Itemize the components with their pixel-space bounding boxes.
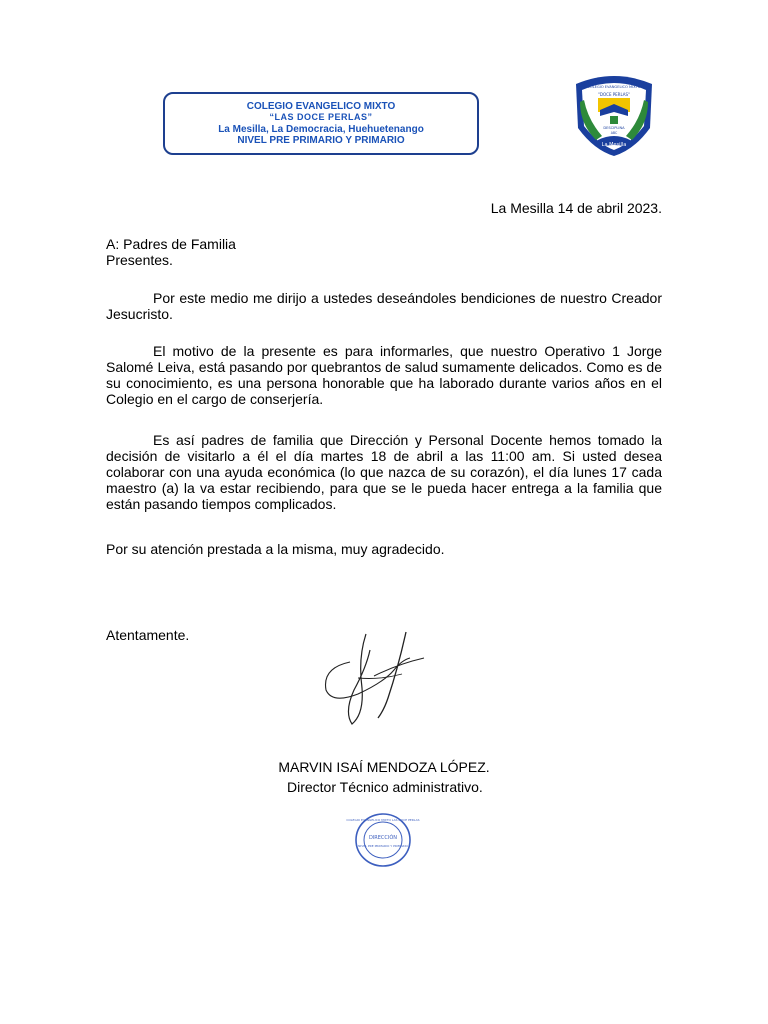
logo-place-text: La Mesilla <box>601 142 627 148</box>
stamp-level-text: NIVEL PRE PRIMARIO Y PRIMARIO <box>358 844 408 848</box>
recipient-line: A: Padres de Familia <box>106 236 236 252</box>
stamp-center-label: DIRECCIÓN <box>368 835 398 841</box>
handwritten-signature <box>318 628 428 728</box>
school-logo <box>568 70 660 158</box>
school-level: NIVEL PRE PRIMARIO Y PRIMARIO <box>237 135 405 146</box>
paragraph-4: Por su atención prestada a la misma, muy agradecido. <box>106 541 445 557</box>
logo-top-text: COLEGIO EVANGELICO MIXTO <box>587 85 641 89</box>
signer-name: MARVIN ISAÍ MENDOZA LÓPEZ. <box>278 759 490 775</box>
recipient-sub-line: Presentes. <box>106 252 173 268</box>
paragraph-1: Por este medio me dirijo a ustedes deseándoles bendiciones de nuestro Creador Jesucristo. <box>106 290 662 322</box>
school-location: La Mesilla, La Democracia, Huehuetenango <box>218 123 424 135</box>
letter-date: La Mesilla 14 de abril 2023. <box>490 200 662 216</box>
official-stamp <box>346 812 420 868</box>
logo-letters-text: ABC <box>610 131 618 135</box>
school-name: COLEGIO EVANGELICO MIXTO <box>246 100 396 112</box>
signer-title: Director Técnico administrativo. <box>287 779 483 795</box>
paragraph-3: Es así padres de familia que Dirección y Personal Docente hemos tomado la decisión de visitarlo a él el día martes 18 de abril a las 11:00 am. Si usted desea colaborar con una ayuda económica (lo que nazca de su corazón), el día lunes 17 cada maestro (a) la va estar recibiendo, para que se le pueda hacer entrega a la familia que están pasando tiempos complicados. <box>106 432 662 512</box>
logo-motto-text: DESCIPLINA <box>603 126 625 130</box>
recipient-block <box>106 236 662 268</box>
school-motto: “LAS DOCE PERLAS” <box>269 112 373 122</box>
logo-banner-text: "DOCE PERLAS" <box>598 92 630 97</box>
stamp-ring-text: COLEGIO EVANGELICO MIXTO LAS DOCE PERLAS <box>346 818 420 822</box>
paragraph-2: El motivo de la presente es para informarles, que nuestro Operativo 1 Jorge Salomé Leiva, está pasando por quebrantos de salud sumamente delicados. Como es de su conocimiento, es una persona honorable que ha laborado durante varios años en el Colegio en el cargo de conserjería. <box>106 343 662 407</box>
school-header <box>163 92 479 155</box>
closing-line: Atentamente. <box>106 627 190 643</box>
